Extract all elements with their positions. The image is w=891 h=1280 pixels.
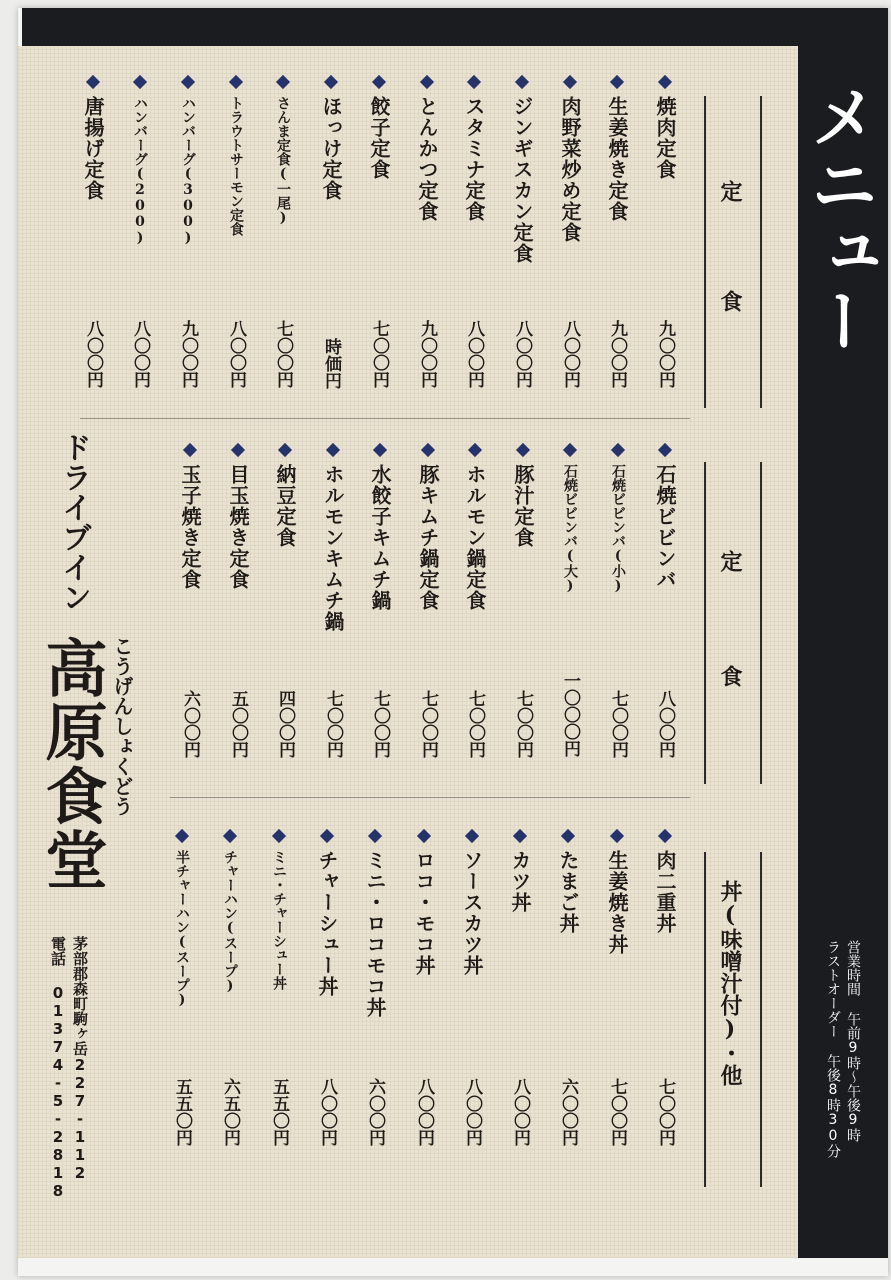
menu-item-name: とんかつ定食	[415, 96, 439, 222]
diamond-bullet-icon	[515, 75, 529, 89]
diamond-bullet-icon	[417, 829, 431, 843]
menu-item	[553, 826, 583, 934]
menu-item	[173, 72, 203, 246]
menu-item-name: さんま定食(一尾)	[275, 96, 291, 226]
menu-item-price: 七〇〇円	[418, 690, 438, 758]
diamond-bullet-icon	[133, 75, 147, 89]
menu-item	[360, 826, 390, 1018]
menu-item-price: 七〇〇円	[369, 320, 389, 388]
menu-item-price: 八〇〇円	[512, 320, 532, 388]
menu-item-name: 肉野菜炒め定食	[558, 96, 582, 243]
menu-item-price: 八〇〇円	[560, 320, 580, 388]
section3-title: 丼(味噌汁付)・他	[717, 880, 743, 1086]
menu-item-name: 石焼ビビンバ(小)	[610, 464, 626, 594]
section2-header-line-left	[760, 462, 762, 784]
menu-item-name: スタミナ定食	[462, 96, 486, 222]
diamond-bullet-icon	[420, 75, 434, 89]
menu-item-price: 七〇〇円	[608, 690, 628, 758]
menu-item-name: 焼肉定食	[653, 96, 677, 180]
menu-item	[223, 440, 253, 590]
menu-item-price: 七〇〇円	[273, 320, 293, 388]
menu-item	[457, 826, 487, 976]
section2-title-bottom: 食	[717, 665, 743, 687]
diamond-bullet-icon	[278, 443, 292, 457]
menu-item-price: 八〇〇円	[464, 320, 484, 388]
menu-item	[264, 826, 294, 990]
shop-name: 高原食堂	[35, 636, 108, 892]
menu-item-name: ハンバーグ(300)	[180, 96, 196, 246]
diamond-bullet-icon	[468, 443, 482, 457]
menu-item	[508, 440, 538, 548]
section2-title-top: 定	[717, 550, 743, 572]
menu-item-name: ミニ・チャーシュー丼	[271, 850, 287, 990]
diamond-bullet-icon	[421, 443, 435, 457]
menu-item-price: 五五〇円	[269, 1078, 289, 1146]
menu-item	[78, 72, 108, 201]
menu-item-price: 五五〇円	[172, 1078, 192, 1146]
menu-item	[167, 826, 197, 1008]
menu-item-name: 納豆定食	[273, 464, 297, 548]
menu-item-price: 四〇〇円	[275, 690, 295, 758]
menu-title: メニュー	[799, 82, 878, 354]
menu-item-price: 九〇〇円	[607, 320, 627, 388]
menu-item	[555, 440, 585, 594]
menu-item-price: 九〇〇円	[178, 320, 198, 388]
diamond-bullet-icon	[658, 75, 672, 89]
diamond-bullet-icon	[231, 443, 245, 457]
menu-item	[175, 440, 205, 590]
menu-item	[215, 826, 245, 994]
section1-header-line-right	[704, 96, 706, 408]
menu-item	[318, 440, 348, 632]
section1-header-line-left	[760, 96, 762, 408]
diamond-bullet-icon	[513, 829, 527, 843]
diamond-bullet-icon	[276, 75, 290, 89]
diamond-bullet-icon	[611, 443, 625, 457]
menu-item-name: 豚キムチ鍋定食	[416, 464, 440, 611]
menu-item-name: 半チャーハン(スープ)	[174, 850, 190, 1008]
menu-item-name: 豚汁定食	[511, 464, 535, 548]
menu-item	[505, 826, 535, 913]
diamond-bullet-icon	[372, 75, 386, 89]
menu-item	[364, 72, 394, 180]
diamond-bullet-icon	[368, 829, 382, 843]
diamond-bullet-icon	[563, 75, 577, 89]
menu-item-name: ホルモン鍋定食	[463, 464, 487, 611]
menu-item-name: カツ丼	[508, 850, 532, 913]
menu-item	[312, 826, 342, 997]
diamond-bullet-icon	[516, 443, 530, 457]
menu-item-name: チャーハン(スープ)	[222, 850, 238, 994]
menu-item-name: ジンギスカン定食	[510, 96, 534, 264]
menu-item-price: 七〇〇円	[370, 690, 390, 758]
section-divider-2	[170, 797, 690, 798]
menu-item-name: ミニ・ロコモコ丼	[363, 850, 387, 1018]
menu-item-price: 七〇〇円	[607, 1078, 627, 1146]
diamond-bullet-icon	[324, 75, 338, 89]
menu-item-name: 唐揚げ定食	[81, 96, 105, 201]
menu-item-price: 一〇〇〇円	[560, 672, 580, 757]
menu-item	[602, 826, 632, 955]
menu-item	[602, 72, 632, 222]
diamond-bullet-icon	[563, 443, 577, 457]
menu-item-price: 八〇〇円	[462, 1078, 482, 1146]
menu-item-name: 玉子焼き定食	[178, 464, 202, 590]
diamond-bullet-icon	[175, 829, 189, 843]
menu-item-name: たまご丼	[556, 850, 580, 934]
menu-item-name: 石焼ビビンバ(大)	[562, 464, 578, 594]
diamond-bullet-icon	[373, 443, 387, 457]
menu-item-name: 生姜焼き丼	[605, 850, 629, 955]
menu-item-name: 石焼ビビンバ	[653, 464, 677, 590]
menu-item-name: 餃子定食	[367, 96, 391, 180]
menu-item-name: ロコ・モコ丼	[412, 850, 436, 976]
menu-item	[650, 826, 680, 934]
diamond-bullet-icon	[272, 829, 286, 843]
diamond-bullet-icon	[229, 75, 243, 89]
menu-item-price: 時価円	[321, 338, 341, 389]
menu-item	[409, 826, 439, 976]
menu-item-price: 八〇〇円	[510, 1078, 530, 1146]
menu-item	[412, 72, 442, 222]
diamond-bullet-icon	[561, 829, 575, 843]
menu-item-price: 八〇〇円	[83, 320, 103, 388]
menu-item-price: 七〇〇円	[655, 1078, 675, 1146]
menu-item	[460, 440, 490, 611]
menu-item-price: 七〇〇円	[465, 690, 485, 758]
diamond-bullet-icon	[658, 443, 672, 457]
menu-item-name: 肉二重丼	[653, 850, 677, 934]
menu-item-name: トラウトサーモン定食	[228, 96, 244, 236]
menu-item-price: 九〇〇円	[417, 320, 437, 388]
section3-header-line-right	[704, 852, 706, 1187]
menu-item-price: 五〇〇円	[228, 690, 248, 758]
menu-item-price: 八〇〇円	[317, 1078, 337, 1146]
menu-item-price: 九〇〇円	[655, 320, 675, 388]
menu-item-price: 八〇〇円	[655, 690, 675, 758]
menu-item	[507, 72, 537, 264]
menu-item	[650, 440, 680, 590]
shop-phone: 電話 01374-5-2818	[49, 936, 67, 1200]
menu-item-name: ホルモンキムチ鍋	[321, 464, 345, 632]
menu-item	[125, 72, 155, 246]
menu-item-price: 六五〇円	[220, 1078, 240, 1146]
menu-item-price: 七〇〇円	[513, 690, 533, 758]
menu-item-price: 六〇〇円	[558, 1078, 578, 1146]
menu-item	[603, 440, 633, 594]
menu-item-name: ほっけ定食	[319, 96, 343, 201]
menu-item-price: 六〇〇円	[365, 1078, 385, 1146]
menu-item	[459, 72, 489, 222]
section1-title-bottom: 食	[717, 290, 743, 312]
diamond-bullet-icon	[86, 75, 100, 89]
diamond-bullet-icon	[610, 829, 624, 843]
shop-name-reading: こうげんしょくどう	[110, 636, 134, 816]
menu-item	[221, 72, 251, 236]
menu-item	[270, 440, 300, 548]
menu-item-name: 目玉焼き定食	[226, 464, 250, 590]
menu-item	[555, 72, 585, 243]
menu-item-name: 水餃子キムチ鍋	[368, 464, 392, 611]
menu-item-name: ハンバーグ(200)	[132, 96, 148, 246]
diamond-bullet-icon	[223, 829, 237, 843]
menu-item-name: ソースカツ丼	[460, 850, 484, 976]
menu-item-price: 七〇〇円	[323, 690, 343, 758]
diamond-bullet-icon	[465, 829, 479, 843]
shop-address: 茅部郡森町駒ヶ岳227-112	[71, 936, 89, 1182]
section1-title-top: 定	[717, 180, 743, 202]
menu-item	[268, 72, 298, 226]
menu-item-price: 六〇〇円	[180, 690, 200, 758]
drive-in-label: ドライブイン	[56, 432, 91, 612]
section-divider-1	[80, 418, 690, 419]
last-order: ラストオーダー 午後8時30分	[825, 940, 841, 1158]
menu-item-price: 八〇〇円	[130, 320, 150, 388]
menu-item	[316, 72, 346, 201]
menu-item	[413, 440, 443, 611]
section2-header-line-right	[704, 462, 706, 784]
menu-item	[365, 440, 395, 611]
menu-item-name: 生姜焼き定食	[605, 96, 629, 222]
diamond-bullet-icon	[181, 75, 195, 89]
menu-item-name: チャーシュー丼	[315, 850, 339, 997]
menu-item-price: 八〇〇円	[414, 1078, 434, 1146]
diamond-bullet-icon	[183, 443, 197, 457]
section3-header-line-left	[760, 852, 762, 1187]
diamond-bullet-icon	[326, 443, 340, 457]
diamond-bullet-icon	[320, 829, 334, 843]
diamond-bullet-icon	[658, 829, 672, 843]
diamond-bullet-icon	[467, 75, 481, 89]
business-hours: 営業時間 午前9時〜午後9時	[845, 940, 861, 1142]
menu-item	[650, 72, 680, 180]
menu-item-price: 八〇〇円	[226, 320, 246, 388]
diamond-bullet-icon	[610, 75, 624, 89]
